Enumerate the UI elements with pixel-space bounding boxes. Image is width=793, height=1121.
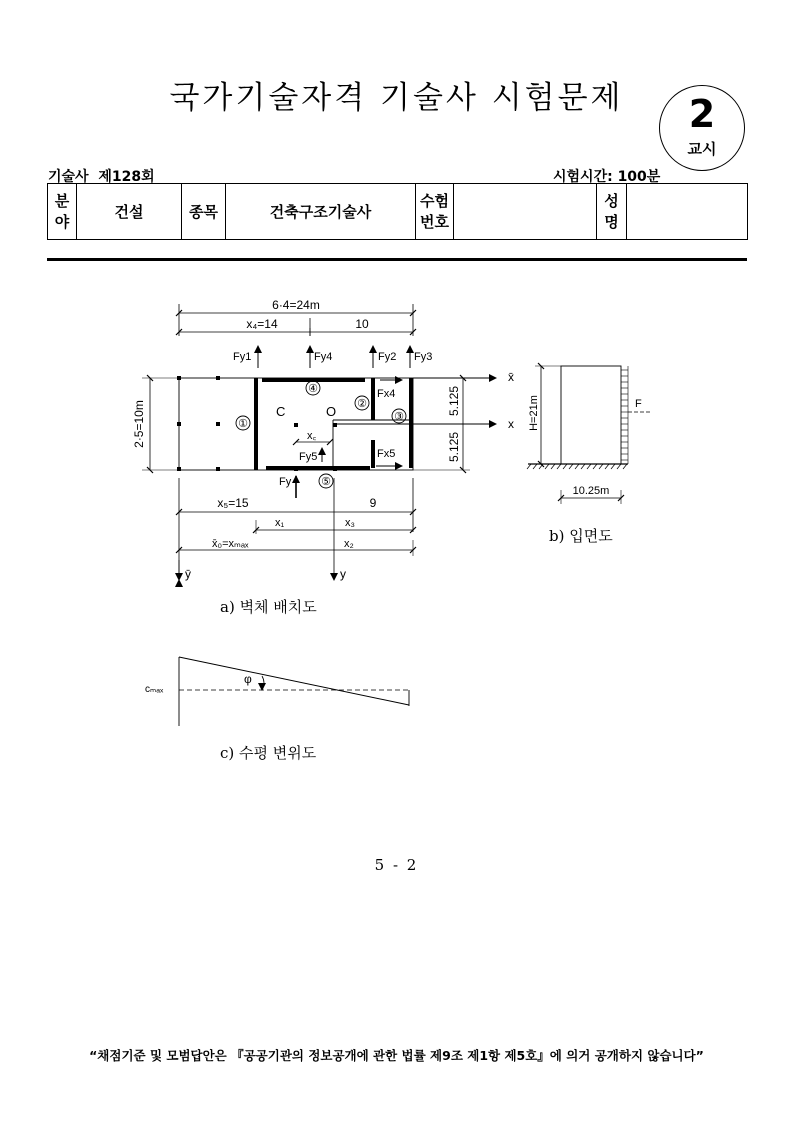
height-label: H=21m bbox=[528, 395, 540, 431]
wall-1: ① bbox=[238, 418, 248, 430]
category-value: 건축구조기술사 bbox=[226, 184, 416, 240]
wall-2: ② bbox=[357, 398, 367, 410]
dim-x5: x₅=15 bbox=[217, 496, 249, 510]
label-x3: x₃ bbox=[345, 517, 355, 529]
caption-elevation: b) 입면도 bbox=[549, 527, 613, 545]
axis-x: x bbox=[508, 417, 514, 431]
caption-displacement: c) 수평 변위도 bbox=[220, 744, 317, 762]
dim-x4: x₄=14 bbox=[246, 317, 278, 331]
dim-5125-bottom: 5.125 bbox=[447, 431, 461, 463]
axis-y: y bbox=[340, 567, 346, 581]
dim-height: 2·5=10m bbox=[132, 400, 146, 448]
exam-round: 기술사 제128회 bbox=[48, 169, 155, 185]
label-xc: x꜀ bbox=[307, 430, 317, 442]
axis-xbar: x̄ bbox=[508, 370, 514, 384]
phi-label: φ bbox=[244, 672, 252, 686]
page-title: 국가기술자격 기술사 시험문제 bbox=[169, 80, 624, 116]
force-fy: Fy bbox=[279, 476, 292, 488]
page-number: 5 - 2 bbox=[374, 856, 419, 874]
period-number: 2 bbox=[688, 92, 716, 136]
horizontal-displacement-diagram bbox=[179, 657, 409, 726]
wall-4: ④ bbox=[308, 383, 318, 395]
disclosure-notice: “채점기준 및 모범답안은 『공공기관의 정보공개에 관한 법률 제9조 제1항 제5호』에 의거 공개하지 않습니다” bbox=[89, 1048, 704, 1063]
wall-3: ③ bbox=[394, 411, 404, 423]
elevation-view bbox=[527, 366, 652, 504]
cmax-label: cₘₐₓ bbox=[145, 684, 164, 695]
force-fy3: Fy3 bbox=[414, 351, 433, 363]
field-label: 분 야 bbox=[48, 184, 77, 240]
wall-5: ⑤ bbox=[321, 476, 331, 488]
wall-layout-plan bbox=[142, 304, 496, 586]
force-fx4: Fx4 bbox=[377, 388, 396, 400]
force-fy1: Fy1 bbox=[233, 351, 252, 363]
field-value: 건설 bbox=[77, 184, 182, 240]
center-o: O bbox=[326, 404, 337, 419]
force-fy4: Fy4 bbox=[314, 351, 333, 363]
force-fx5: Fx5 bbox=[377, 448, 396, 460]
exam-number-label: 수험 번호 bbox=[416, 184, 454, 240]
category-label: 종목 bbox=[182, 184, 226, 240]
dim-total: 6·4=24m bbox=[272, 298, 320, 312]
force-f: F bbox=[635, 398, 642, 410]
exam-time: 시험시간: 100분 bbox=[553, 169, 661, 185]
force-fy5: Fy5 bbox=[299, 451, 318, 463]
width-label: 10.25m bbox=[572, 485, 610, 497]
force-fy2: Fy2 bbox=[378, 351, 397, 363]
label-x1: x₁ bbox=[275, 517, 285, 529]
dim-10: 10 bbox=[355, 317, 369, 331]
period-label: 교시 bbox=[687, 140, 717, 158]
dim-5125-top: 5.125 bbox=[447, 385, 461, 417]
name-label: 성 명 bbox=[597, 184, 627, 240]
axis-ybar: ȳ bbox=[185, 567, 191, 581]
centroid-c: C bbox=[276, 404, 286, 419]
caption-wall-layout: a) 벽체 배치도 bbox=[220, 598, 317, 616]
dim-9: 9 bbox=[369, 496, 377, 510]
label-x2: x₂ bbox=[344, 538, 354, 550]
label-x0: x̄₀=xₘₐₓ bbox=[212, 538, 249, 550]
